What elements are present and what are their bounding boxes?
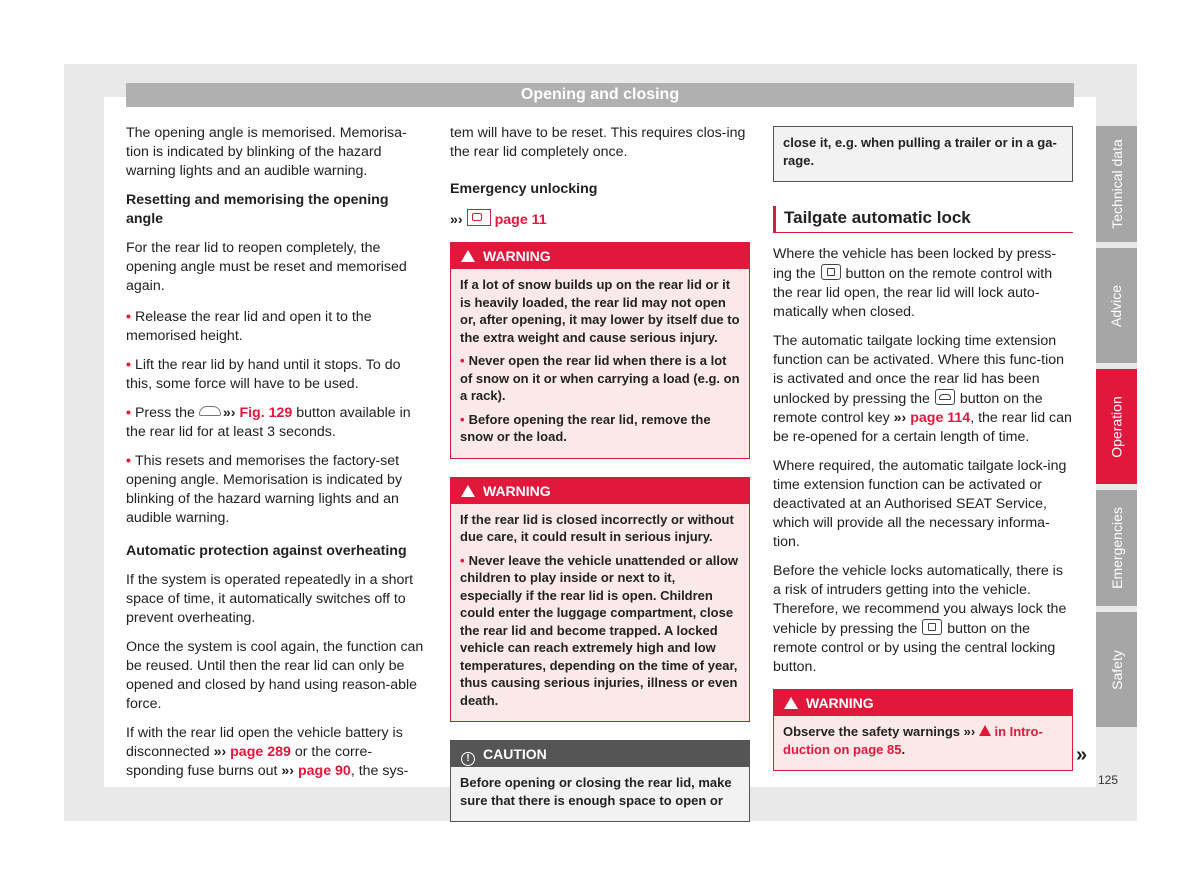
column-3 (773, 124, 1073, 789)
paragraph: The automatic tailgate locking time extension function can be activated. Where this func-tion is activated and once the rear lid has been unlocked by pressing the button on the remote control key »› page 114, the rear lid can be re-opened for a certain length of time. (773, 333, 1072, 445)
page-link[interactable]: page 114 (910, 410, 971, 426)
paragraph: For the rear lid to reopen completely, the opening angle must be reset and memorised again. (126, 240, 407, 294)
paragraph: Before the vehicle locks automatically, there is a risk of intruders getting into the vehicle. Therefore, we recommend you always lock the vehicle by pressing the button on the remote control or by using the central locking button. (773, 563, 1067, 675)
paragraph: Where required, the automatic tailgate lock-ing time extension function can be activated or deactivated at an Authorised SEAT Service, which will provide all the necessary informa-tion. (773, 458, 1067, 550)
warning-bullet: • Before opening the rear lid, remove the snow or the load. (460, 411, 711, 444)
tab-advice[interactable]: Advice (1096, 248, 1137, 363)
info-circle-icon: ! (461, 752, 475, 766)
subheading: Resetting and memorising the opening angle (126, 192, 389, 227)
caution-text: Before opening or closing the rear lid, make sure that there is enough space to open or (460, 775, 732, 808)
paragraph: If the system is operated repeatedly in a short space of time, it automatically switches off to prevent overheating. (126, 572, 414, 626)
bullet-item: • Lift the rear lid by hand until it stops. To do this, some force will have to be used. (126, 357, 401, 392)
page-number: 125 (1098, 773, 1119, 787)
paragraph: Where the vehicle has been locked by press-ing the button on the remote control with the rear lid open, the rear lid will lock auto-matically when closed. (773, 246, 1057, 320)
tailgate-button-icon (199, 406, 221, 416)
tab-technical-data[interactable]: Technical data (1096, 126, 1137, 242)
warning-header: WARNING (451, 478, 749, 504)
caution-header: ! CAUTION (451, 741, 749, 767)
warning-triangle-icon (784, 697, 798, 709)
paragraph: tem will have to be reset. This requires clos-ing the rear lid completely once. (450, 125, 746, 160)
subheading: Emergency unlocking (450, 181, 598, 197)
warning-text: If a lot of snow builds up on the rear lid or it is heavily loaded, the rear lid may not open or, after opening, it may lower by itself due to the extra weight and cause serious injury. (460, 277, 740, 345)
column-2 (450, 124, 750, 840)
subheading: Automatic protection against overheating (126, 543, 407, 559)
page-link[interactable]: page 90 (297, 763, 351, 779)
tailgate-unlock-button-icon (935, 389, 955, 405)
page-link[interactable]: in Intro-duction on page 85 (783, 724, 1043, 757)
warning-triangle-icon (461, 250, 475, 262)
warning-bullet: • Never leave the vehicle unattended or allow children to play inside or next to it, especially if the rear lid is open. Children could enter the luggage compartment, close the rear lid and become trapped. A locked vehicle can reach extremely high and low temperatures, depending on the time of year, thus causing serious injuries, illness or even death. (460, 552, 739, 708)
bullet-item: • This resets and memorises the factory-set opening angle. Memorisation is indicated by blinking of the hazard warning lights and an audible warning. (126, 453, 403, 526)
tab-operation[interactable]: Operation (1096, 369, 1137, 484)
manual-icon (467, 209, 491, 226)
paragraph: The opening angle is memorised. Memorisa-tion is indicated by blinking of the hazard warning lights and an audible warning. (126, 125, 407, 179)
warning-header: WARNING (451, 243, 749, 269)
bullet-item: • Release the rear lid and open it to the memorised height. (126, 309, 372, 344)
warning-triangle-icon (979, 725, 991, 736)
warning-box (450, 477, 750, 723)
lock-button-icon (922, 619, 942, 635)
warning-bullet: • Never open the rear lid when there is a lot of snow on it or when carrying a load (e.g. on a rack). (460, 353, 740, 403)
warning-text: Observe the safety warnings »› in Intro-duction on page 85. (783, 724, 1043, 757)
paragraph: Once the system is cool again, the function can be reused. Until then the rear lid can only be opened and closed by hand using reason-able force. (126, 639, 424, 712)
warning-box (450, 242, 750, 459)
warning-text: If the rear lid is closed incorrectly or without due care, it could result in serious injury. (460, 511, 734, 544)
tab-emergencies[interactable]: Emergencies (1096, 490, 1137, 606)
tab-safety[interactable]: Safety (1096, 612, 1137, 727)
caution-text: close it, e.g. when pulling a trailer or in a ga-rage. (783, 135, 1057, 168)
warning-box (773, 689, 1073, 771)
bullet-item: • Press the »› Fig. 129 button available in the rear lid for at least 3 seconds. (126, 405, 411, 440)
figure-link[interactable]: Fig. 129 (239, 405, 293, 421)
section-header: Opening and closing (126, 83, 1074, 107)
lock-button-icon (821, 264, 841, 280)
continue-marker: » (1076, 744, 1088, 766)
warning-triangle-icon (461, 485, 475, 497)
reference-line: »› page 11 (450, 209, 750, 230)
paragraph: If with the rear lid open the vehicle battery is disconnected »› page 289 or the corre-sponding fuse burns out »› page 90, the sys- (126, 725, 409, 779)
page-link[interactable]: page 289 (230, 744, 291, 760)
warning-header: WARNING (774, 690, 1072, 716)
column-1 (126, 124, 428, 791)
section-title: Tailgate automatic lock (773, 206, 1073, 233)
caution-box (450, 740, 750, 822)
page-link[interactable]: page 11 (494, 212, 547, 228)
caution-continued-box (773, 126, 1073, 182)
